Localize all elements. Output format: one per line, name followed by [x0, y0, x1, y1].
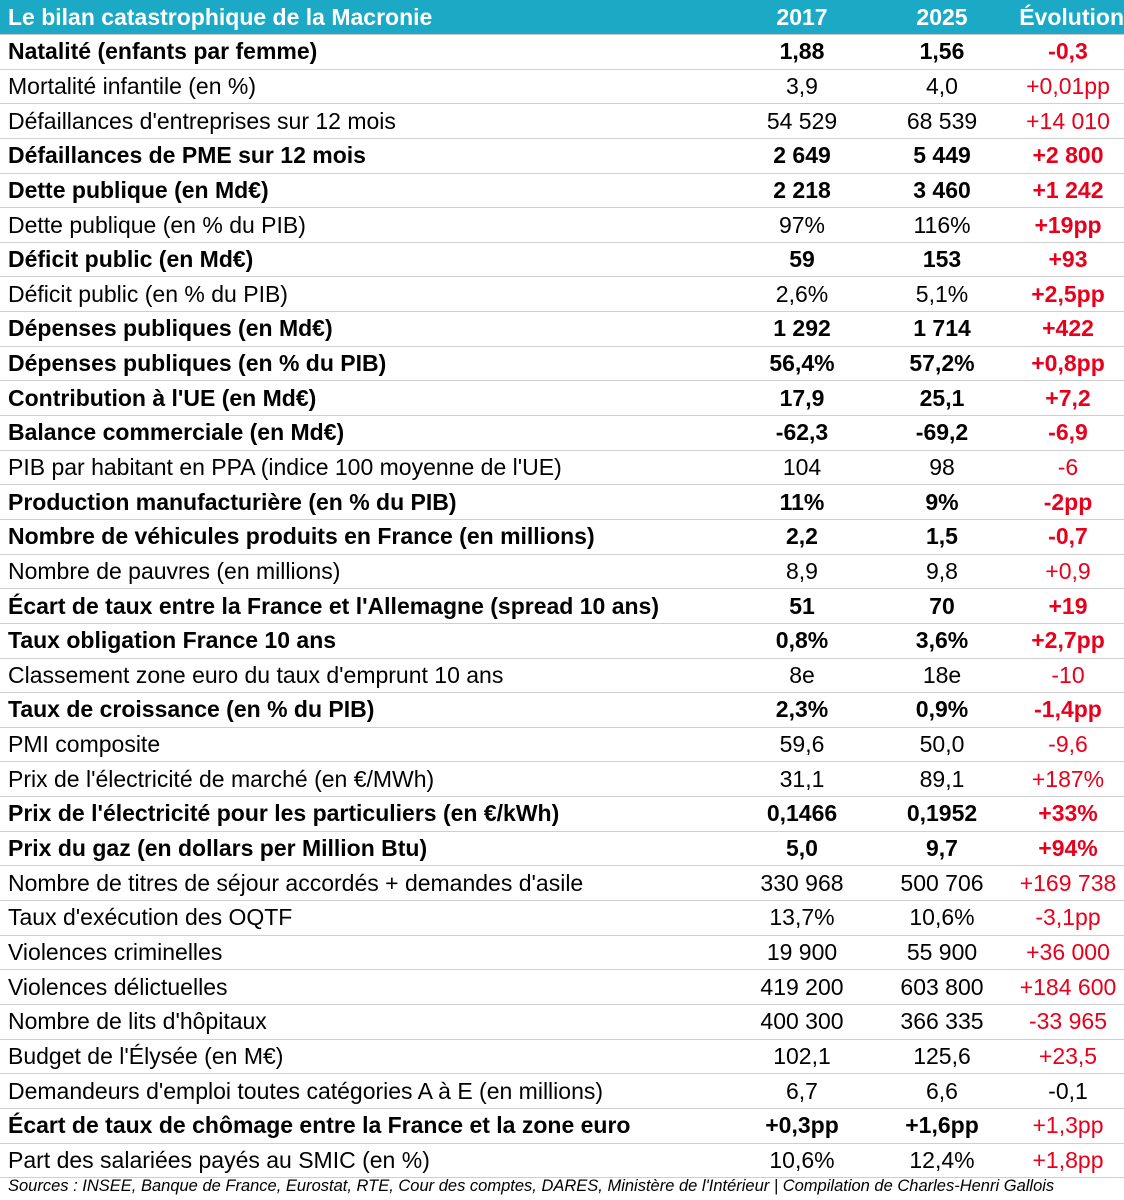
row-label: Taux de croissance (en % du PIB) [8, 696, 375, 723]
row-label: Dépenses publiques (en % du PIB) [8, 350, 387, 377]
row-evolution: +1,3pp [1032, 1112, 1104, 1139]
column-header-2017: 2017 [776, 3, 828, 30]
row-evolution: +1,8pp [1032, 1146, 1104, 1173]
table-row [0, 624, 1124, 659]
row-value-2025: 68 539 [906, 107, 978, 134]
row-evolution: -0,1 [1048, 1077, 1088, 1104]
row-value-2025: 10,6% [909, 904, 975, 931]
row-label: Nombre de véhicules produits en France (en millions) [8, 523, 595, 550]
table-row [0, 35, 1124, 70]
table-row [0, 762, 1124, 797]
row-value-2025: 9,8 [926, 557, 958, 584]
row-value-2025: 25,1 [919, 384, 965, 411]
row-value-2025: 98 [929, 454, 955, 480]
row-value-2025: 50,0 [919, 731, 965, 758]
row-value-2025: 18e [922, 661, 962, 688]
row-value-2017: 56,4% [769, 350, 835, 377]
row-value-2025: 3,6% [915, 627, 969, 654]
row-value-2025: 4,0 [926, 72, 958, 99]
table-row [0, 277, 1124, 312]
row-value-2025: +1,6pp [905, 1112, 979, 1139]
row-label: Prix de l'électricité pour les particuliers (en €/kWh) [8, 800, 560, 827]
table-body [0, 35, 1124, 1178]
table-row [0, 416, 1124, 451]
row-label: Nombre de titres de séjour accordés + demandes d'asile [8, 869, 584, 896]
row-label: Violences criminelles [8, 938, 223, 965]
row-evolution: +33% [1038, 800, 1098, 827]
row-label: Déficit public (en Md€) [8, 246, 254, 273]
table-row [0, 1005, 1124, 1040]
table-row [0, 589, 1124, 624]
row-value-2025: 366 335 [900, 1008, 984, 1035]
row-value-2025: 6,6 [926, 1077, 958, 1104]
row-value-2025: 125,6 [913, 1042, 971, 1069]
table-row [0, 104, 1124, 139]
row-evolution: +0,9 [1045, 557, 1091, 584]
table-row [0, 243, 1124, 278]
row-value-2025: 70 [929, 592, 955, 619]
row-label: Dette publique (en % du PIB) [8, 211, 306, 238]
row-value-2025: 0,9% [915, 696, 969, 723]
row-value-2025: 153 [922, 246, 962, 273]
row-value-2017: 2 649 [773, 142, 831, 169]
table-header [0, 0, 1124, 35]
row-evolution: +169 738 [1019, 869, 1117, 896]
row-evolution: +187% [1031, 765, 1105, 792]
row-label: Défaillances de PME sur 12 mois [8, 142, 366, 169]
table-row [0, 866, 1124, 901]
table-row [0, 797, 1124, 832]
table-row [0, 1040, 1124, 1075]
row-value-2017: 8,9 [786, 557, 818, 584]
row-value-2017: 51 [789, 592, 815, 619]
sources-footnote: Sources : INSEE, Banque de France, Eurostat, RTE, Cour des comptes, DARES, Ministère de l'Intérieur | Compilation de Charles-Henri Gallois [8, 1177, 1055, 1195]
row-value-2017: 0,8% [775, 627, 829, 654]
row-value-2017: 2 218 [773, 176, 831, 203]
row-value-2025: 12,4% [909, 1146, 975, 1173]
row-value-2025: 1,5 [926, 523, 958, 550]
row-label: Contribution à l'UE (en Md€) [8, 384, 317, 411]
row-evolution: +422 [1042, 315, 1094, 342]
row-value-2017: 97% [778, 211, 826, 238]
row-label: Natalité (enfants par femme) [8, 38, 318, 65]
row-evolution: +19pp [1034, 211, 1102, 238]
row-label: Balance commerciale (en Md€) [8, 419, 345, 446]
table-row [0, 139, 1124, 174]
column-header-evolution: Évolution [1019, 3, 1124, 30]
row-label: Violences délictuelles [8, 973, 228, 1000]
row-evolution: +23,5 [1038, 1042, 1098, 1069]
row-value-2017: 59,6 [779, 731, 825, 758]
row-value-2017: -62,3 [775, 419, 829, 446]
row-value-2017: 10,6% [769, 1146, 835, 1173]
table-row [0, 347, 1124, 382]
table-title: Le bilan catastrophique de la Macronie [8, 3, 433, 30]
row-evolution: -33 965 [1028, 1008, 1107, 1035]
row-label: Prix de l'électricité de marché (en €/MWh) [8, 765, 435, 792]
row-label: Mortalité infantile (en %) [8, 72, 256, 99]
row-label: Écart de taux entre la France et l'Allemagne (spread 10 ans) [8, 592, 659, 619]
row-evolution: +2,7pp [1031, 627, 1105, 654]
table-row [0, 693, 1124, 728]
row-value-2017: 400 300 [760, 1008, 844, 1035]
row-value-2025: 9,7 [926, 835, 958, 862]
row-value-2017: 1,88 [779, 38, 825, 65]
row-value-2017: 2,2 [786, 523, 818, 550]
row-value-2025: 1 714 [913, 315, 971, 342]
row-value-2017: 330 968 [760, 869, 844, 896]
row-evolution: -10 [1051, 661, 1085, 688]
row-evolution: +1 242 [1032, 176, 1104, 203]
row-value-2017: 104 [782, 454, 822, 480]
row-evolution: +94% [1038, 835, 1098, 862]
row-label: PIB par habitant en PPA (indice 100 moyenne de l'UE) [8, 454, 562, 480]
table-row [0, 485, 1124, 520]
table-row [0, 970, 1124, 1005]
row-value-2025: 0,1952 [906, 800, 978, 827]
row-label: Budget de l'Élysée (en M€) [8, 1042, 284, 1069]
row-label: Production manufacturière (en % du PIB) [8, 488, 457, 515]
row-evolution: +7,2 [1045, 384, 1091, 411]
row-label: Part des salariées payés au SMIC (en %) [8, 1146, 430, 1173]
row-label: Demandeurs d'emploi toutes catégories A à E (en millions) [8, 1077, 604, 1104]
row-value-2025: 5,1% [915, 280, 969, 307]
row-label: PMI composite [8, 731, 161, 758]
row-evolution: +2 800 [1032, 142, 1104, 169]
row-value-2017: 13,7% [769, 904, 835, 931]
row-evolution: -0,3 [1048, 38, 1088, 65]
row-value-2017: 54 529 [766, 107, 838, 134]
row-value-2017: +0,3pp [765, 1112, 839, 1139]
row-label: Classement zone euro du taux d'emprunt 10 ans [8, 661, 504, 688]
row-value-2025: 9% [925, 488, 959, 515]
table-row [0, 659, 1124, 694]
row-value-2025: 1,56 [919, 38, 965, 65]
row-label: Dépenses publiques (en Md€) [8, 315, 333, 342]
row-value-2017: 102,1 [773, 1042, 831, 1069]
table-row [0, 312, 1124, 347]
table-row [0, 1074, 1124, 1109]
row-evolution: +0,8pp [1031, 350, 1105, 377]
row-value-2017: 5,0 [786, 835, 818, 862]
row-label: Taux obligation France 10 ans [8, 627, 337, 654]
table-row [0, 1109, 1124, 1144]
row-evolution: +93 [1048, 246, 1088, 273]
row-label: Déficit public (en % du PIB) [8, 280, 288, 307]
table-row [0, 1144, 1124, 1179]
row-value-2017: 3,9 [786, 72, 818, 99]
column-header-2025: 2025 [916, 3, 968, 30]
row-value-2017: 8e [789, 661, 815, 688]
row-value-2017: 2,6% [775, 280, 829, 307]
row-label: Nombre de pauvres (en millions) [8, 557, 341, 584]
row-label: Défaillances d'entreprises sur 12 mois [8, 107, 396, 134]
row-label: Nombre de lits d'hôpitaux [8, 1008, 267, 1035]
row-label: Écart de taux de chômage entre la France et la zone euro [8, 1112, 631, 1139]
row-value-2025: 55 900 [906, 938, 978, 965]
row-value-2025: 500 706 [900, 869, 984, 896]
table-row [0, 520, 1124, 555]
row-value-2025: 5 449 [913, 142, 971, 169]
row-evolution: -6 [1057, 454, 1079, 480]
table-row [0, 174, 1124, 209]
row-value-2017: 1 292 [773, 315, 831, 342]
row-evolution: -6,9 [1048, 419, 1088, 446]
row-value-2025: 3 460 [913, 176, 971, 203]
row-value-2017: 19 900 [766, 938, 838, 965]
row-evolution: -0,7 [1048, 523, 1088, 550]
row-evolution: -2pp [1043, 488, 1093, 515]
row-value-2025: 89,1 [919, 765, 965, 792]
table-row [0, 936, 1124, 971]
table-row [0, 451, 1124, 486]
table-row [0, 901, 1124, 936]
row-evolution: +0,01pp [1026, 72, 1110, 99]
row-value-2025: 603 800 [900, 973, 984, 1000]
row-evolution: +184 600 [1019, 973, 1117, 1000]
row-evolution: +2,5pp [1031, 280, 1105, 307]
row-label: Taux d'exécution des OQTF [8, 904, 293, 931]
row-value-2017: 419 200 [760, 973, 844, 1000]
table-row [0, 832, 1124, 867]
table-row [0, 381, 1124, 416]
row-label: Prix du gaz (en dollars per Million Btu) [8, 835, 428, 862]
row-label: Dette publique (en Md€) [8, 176, 269, 203]
table-row [0, 728, 1124, 763]
row-evolution: +19 [1048, 592, 1088, 619]
row-value-2025: 116% [913, 211, 971, 238]
row-value-2017: 2,3% [775, 696, 829, 723]
row-value-2017: 6,7 [786, 1077, 818, 1104]
row-value-2017: 17,9 [779, 384, 825, 411]
row-evolution: -3,1pp [1035, 904, 1101, 931]
table-row [0, 555, 1124, 590]
table-row [0, 70, 1124, 105]
table-row [0, 208, 1124, 243]
row-value-2025: 57,2% [909, 350, 975, 377]
row-evolution: +36 000 [1026, 938, 1110, 965]
row-value-2017: 0,1466 [766, 800, 838, 827]
row-value-2017: 11% [779, 488, 825, 515]
row-value-2017: 31,1 [779, 765, 825, 792]
row-value-2017: 59 [789, 246, 815, 273]
row-evolution: -9,6 [1048, 731, 1088, 758]
row-evolution: -1,4pp [1034, 696, 1102, 723]
row-evolution: +14 010 [1026, 107, 1110, 134]
row-value-2025: -69,2 [915, 419, 969, 446]
